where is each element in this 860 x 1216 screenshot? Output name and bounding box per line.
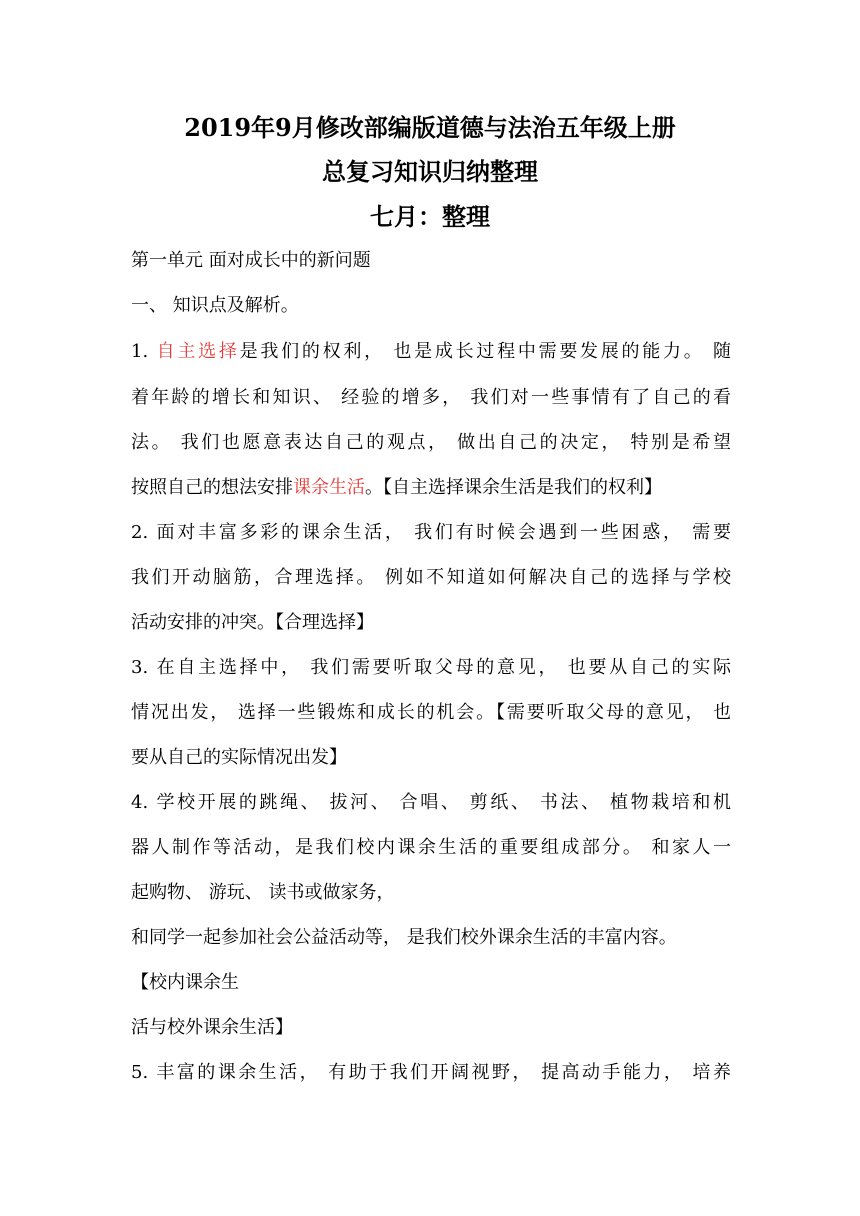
paragraph-4-line-6: 活与校外课余生活】 [131, 1017, 293, 1038]
highlight-term: 课余生活 [293, 477, 365, 498]
document-subtitle: 总复习知识归纳整理 [322, 157, 538, 186]
document-subtitle-month: 七月：整理 [370, 202, 490, 231]
paragraph-4-line-1: 4. 学校开展的跳绳、 拔河、 合唱、 剪纸、 书法、 植物栽培和机 [131, 792, 731, 813]
paragraph-4-line-4: 和同学一起参加社会公益活动等， 是我们校外课余生活的丰富内容。 [131, 927, 677, 948]
item-number: 1. [131, 341, 157, 362]
paragraph-text: 是我们的权利， 也是成长过程中需要发展的能力。 随 [239, 341, 732, 362]
paragraph-1-line-2: 着年龄的增长和知识、 经验的增多， 我们对一些事情有了自己的看 [131, 387, 731, 408]
highlight-term: 自主选择 [156, 341, 240, 362]
paragraph-3-line-2: 情况出发， 选择一些锻炼和成长的机会。【需要听取父母的意见， 也 [131, 702, 731, 723]
paragraph-text: 。【自主选择课余生活是我们的权利】 [365, 477, 662, 498]
paragraph-5-line-1: 5. 丰富的课余生活， 有助于我们开阔视野， 提高动手能力， 培养 [131, 1062, 731, 1083]
paragraph-2-line-2: 我们开动脑筋，合理选择。 例如不知道如何解决自己的选择与学校 [131, 567, 731, 588]
paragraph-2-line-3: 活动安排的冲突。【合理选择】 [131, 612, 374, 633]
paragraph-text: 按照自己的想法安排 [131, 477, 293, 498]
paragraph-1-line-4 [131, 476, 731, 500]
paragraph-4-line-3: 起购物、 游玩、 读书或做家务， [131, 882, 395, 903]
document-title: 2019年9月修改部编版道德与法治五年级上册 [184, 113, 676, 142]
section-heading: 一、 知识点及解析。 [131, 295, 299, 316]
paragraph-2-line-1: 2. 面对丰富多彩的课余生活， 我们有时候会遇到一些困惑， 需要 [131, 522, 731, 543]
unit-heading: 第一单元 面对成长中的新问题 [131, 250, 371, 271]
paragraph-4-line-2: 器人制作等活动，是我们校内课余生活的重要组成部分。 和家人一 [131, 837, 731, 858]
paragraph-1-line-3: 法。 我们也愿意表达自己的观点， 做出自己的决定， 特别是希望 [131, 432, 731, 453]
paragraph-1-line-1 [131, 340, 731, 364]
paragraph-3-line-1: 3. 在自主选择中， 我们需要听取父母的意见， 也要从自己的实际 [131, 657, 731, 678]
paragraph-3-line-3: 要从自己的实际情况出发】 [131, 747, 347, 768]
paragraph-4-line-5: 【校内课余生 [131, 972, 239, 993]
